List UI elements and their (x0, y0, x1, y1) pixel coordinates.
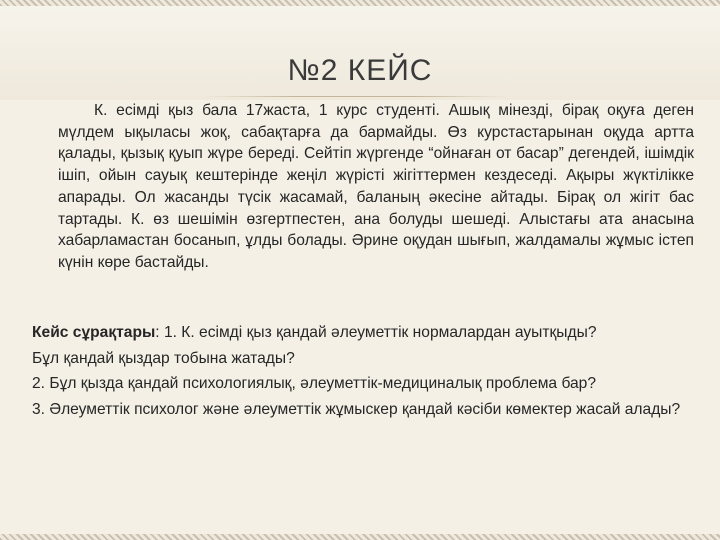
title-underline (205, 96, 505, 97)
question-item-2: Бұл қандай қыздар тобына жатады? (32, 349, 295, 367)
slide-title: №2 КЕЙС (287, 54, 433, 87)
question-item-1 (30, 322, 710, 344)
decorative-stripe-top (0, 0, 720, 6)
decorative-stripe-bottom (0, 534, 720, 540)
question-item-3: 2. Бұл қызда қандай психологиялық, әлеуметтік-медициналық проблема бар? (32, 375, 597, 392)
question-text-1: : 1. К. есімді қыз қандай әлеуметтік нормалардан ауытқыды? (155, 324, 597, 341)
questions-label: Кейс сұрақтары (32, 324, 156, 341)
questions-list (30, 322, 710, 424)
case-description: К. есімді қыз бала 17жаста, 1 курс студенті. Ашық мінезді, бірақ оқуға деген мүлдем ықыласы жоқ, сабақтарға да бармайды. Өз курстастарынан оқуда артта қалады, қызық қуып жүре береді. Сейтіп жүргенде “ойнаған от басар” дегендей, ішімдік ішіп, ойын сауық кештерінде жеңіл жүрісті жігіттермен кездеседі. Ақыры жүктілікке апарады. Ол жасанды түсік жасамай, баланың әкесіне айтады. Бірақ ол жігіт бас тартады. К. өз шешімін өзгертпестен, ана болуды шешеді. Алыстағы ата анасына хабарламастан босанып, ұлды болады. Әрине оқудан шығып, жалдамалы жұмыс істеп күнін көре бастайды. (58, 102, 694, 271)
question-item-4: 3. Әлеуметтік психолог және әлеуметтік жұмыскер қандай кәсіби көмектер жасай алады? (32, 400, 681, 418)
